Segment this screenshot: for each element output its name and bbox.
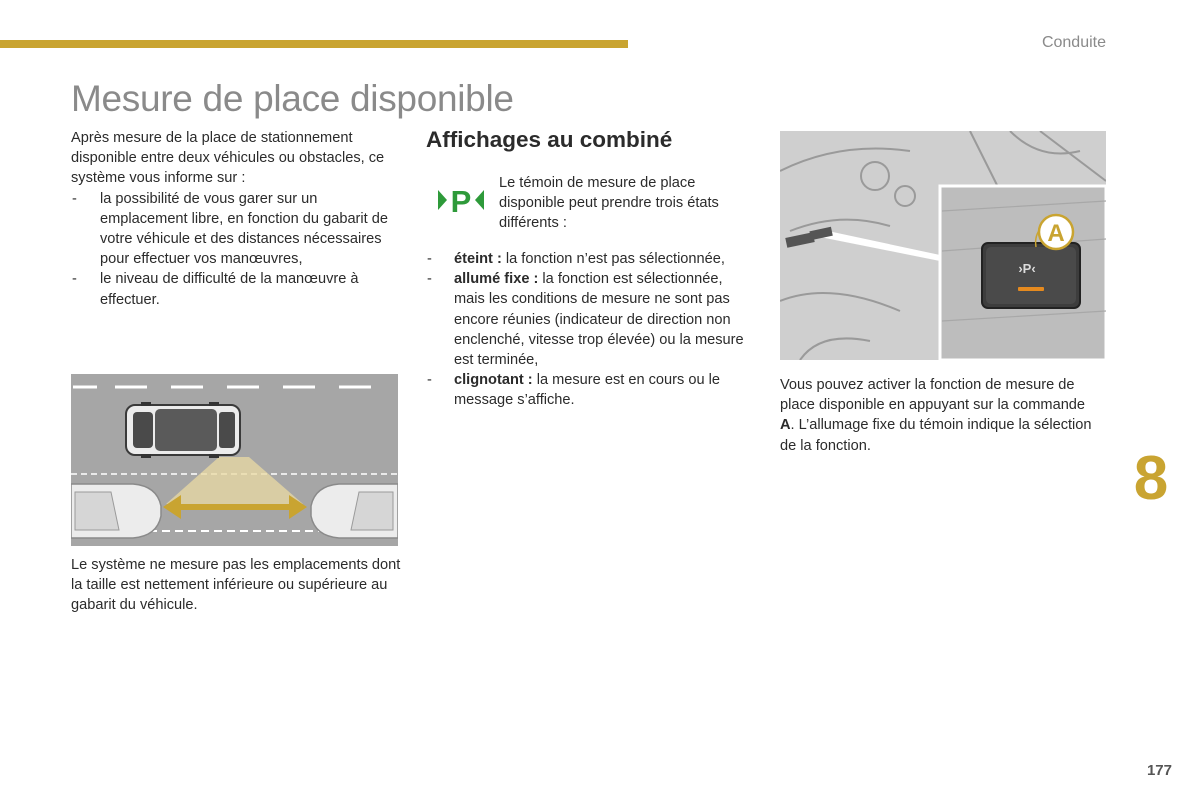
state-desc: la mesure est en cours ou le message s’affiche. bbox=[454, 372, 721, 409]
section-label: Conduite bbox=[1041, 34, 1106, 51]
state-term: clignotant : bbox=[454, 372, 533, 389]
column3-text bbox=[780, 375, 1100, 456]
text-part: Vous pouvez activer la fonction de mesure de place disponible en appuyant sur la commande bbox=[780, 377, 1086, 414]
section-heading: Affichages au combiné bbox=[426, 127, 673, 152]
svg-text:›P‹: ›P‹ bbox=[1018, 261, 1036, 276]
state-desc: la fonction n’est pas sélectionnée, bbox=[501, 251, 725, 267]
list-item bbox=[426, 269, 756, 370]
header-accent-bar bbox=[0, 40, 628, 48]
column1-intro bbox=[71, 128, 401, 310]
list-item: - le niveau de difficulté de la manœuvre à effectuer. bbox=[71, 269, 401, 309]
console-button-illustration bbox=[780, 131, 1106, 360]
indicator-description: Le témoin de mesure de place disponible peut prendre trois états différents : bbox=[499, 175, 719, 232]
list-item bbox=[426, 249, 756, 269]
page-title: Mesure de place disponible bbox=[71, 78, 514, 119]
command-letter: A bbox=[780, 417, 791, 434]
info-list bbox=[71, 189, 401, 310]
column1-note: Le système ne mesure pas les emplacements dont la taille est nettement inférieure ou supérieure au gabarit du véhicule. bbox=[71, 557, 401, 614]
list-item: - la possibilité de vous garer sur un emplacement libre, en fonction du gabarit de votre véhicule et des distances nécessaires pour effectuer vos manœuvres, bbox=[71, 189, 401, 270]
svg-text:P: P bbox=[450, 184, 472, 216]
chapter-number: 8 bbox=[1133, 444, 1169, 513]
callout-letter: A bbox=[1047, 220, 1065, 247]
parking-measure-illustration bbox=[71, 374, 398, 546]
states-list bbox=[426, 249, 756, 411]
page-number: 177 bbox=[1146, 762, 1172, 779]
list-item bbox=[426, 370, 756, 410]
indicator-states bbox=[426, 249, 756, 411]
text-part: . L’allumage fixe du témoin indique la sélection de la fonction. bbox=[780, 417, 1092, 454]
state-desc: la fonction est sélectionnée, mais les conditions de mesure ne sont pas encore réunies (indicateur de direction non enclenché, vitesse trop élevée) ou la mesure est terminée, bbox=[454, 271, 744, 369]
state-term: allumé fixe : bbox=[454, 271, 539, 288]
state-term: éteint : bbox=[454, 251, 502, 267]
intro-paragraph: Après mesure de la place de stationnement disponible entre deux véhicules ou obstacles, ce système vous informe sur : bbox=[71, 130, 385, 187]
parking-indicator-icon bbox=[436, 184, 486, 216]
